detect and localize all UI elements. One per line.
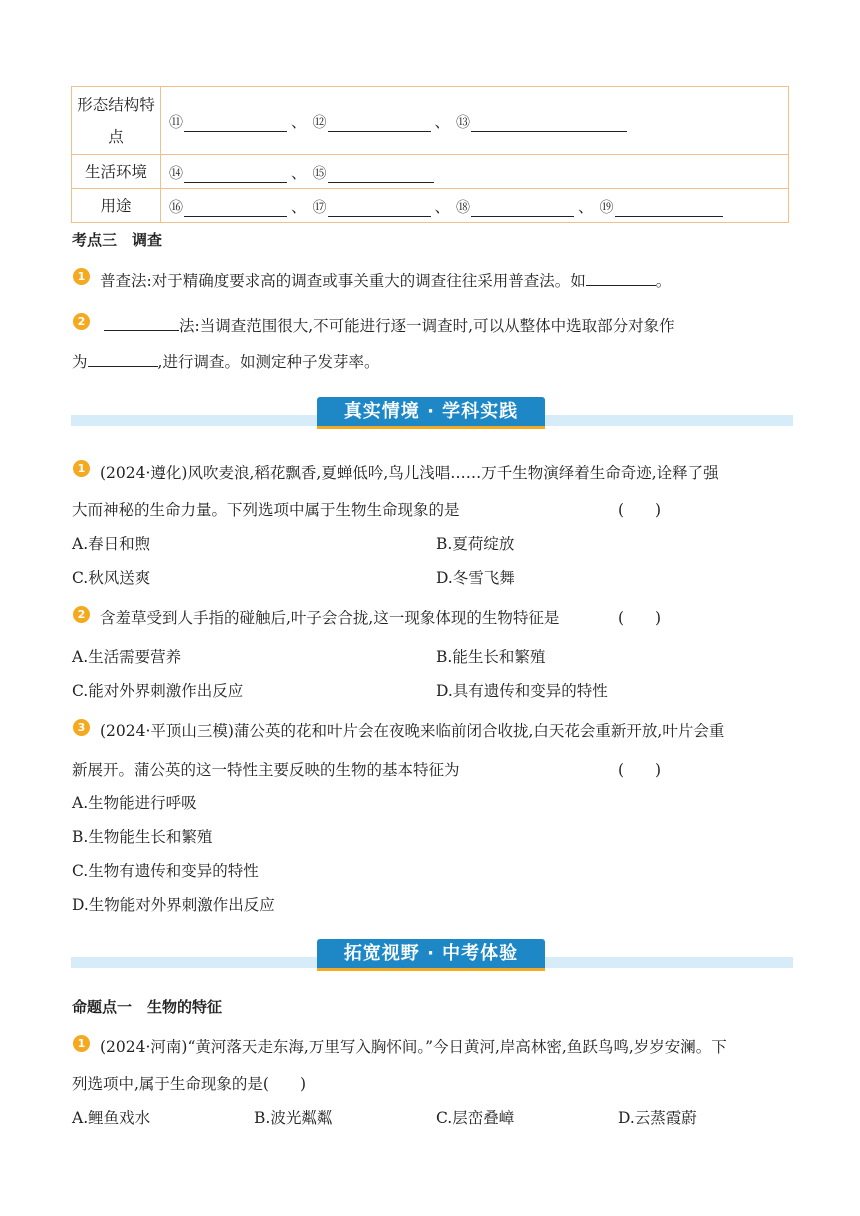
option-d[interactable]: D.冬雪飞舞 (436, 569, 515, 587)
fill-in-table (71, 86, 789, 223)
blank-line[interactable] (471, 202, 574, 217)
question-stem: 列选项中,属于生命现象的是( ) (72, 1075, 307, 1093)
row-blanks: ⑭ 、 ⑮ (161, 155, 789, 189)
question-stem: (2024·遵化)风吹麦浪,稻花飘香,夏蝉低吟,鸟儿浅唱……万千生物演绎着生命奇迹,诠释了强 (100, 464, 719, 482)
knowledge-item-continuation: 为 ,进行调查。如测定种子发芽率。 (72, 353, 380, 371)
section-heading: 命题点一 生物的特征 (72, 998, 223, 1016)
table-row (72, 155, 789, 189)
blank-line[interactable] (586, 270, 656, 286)
question-stem: 大而神秘的生命力量。下列选项中属于生物生命现象的是 (72, 501, 460, 519)
option-b[interactable]: B.生物能生长和繁殖 (72, 828, 213, 846)
option-a[interactable]: A.生活需要营养 (72, 648, 182, 666)
option-b[interactable]: B.能生长和繁殖 (436, 648, 546, 666)
option-d[interactable]: D.具有遗传和变异的特性 (436, 682, 608, 700)
table-row (72, 87, 789, 155)
row-label: 用途 (72, 189, 161, 223)
number-badge-icon: 1 (73, 268, 90, 285)
blank-line[interactable] (184, 168, 287, 183)
option-b[interactable]: B.夏荷绽放 (436, 535, 515, 553)
section-banner: 拓宽视野 · 中考体验 (317, 939, 545, 969)
question-stem: 新展开。蒲公英的这一特性主要反映的生物的基本特征为 (72, 761, 460, 779)
blank-line[interactable] (328, 202, 431, 217)
blank-line[interactable] (328, 168, 434, 183)
option-c[interactable]: C.能对外界刺激作出反应 (72, 682, 244, 700)
blank-line[interactable] (615, 202, 723, 217)
number-badge-icon: 1 (73, 460, 90, 477)
question-stem: (2024·平顶山三模)蒲公英的花和叶片会在夜晚来临前闭合收拢,白天花会重新开放,叶片会重 (100, 722, 725, 740)
row-label: 形态结构特 点 (72, 87, 161, 155)
blank-line[interactable] (328, 117, 431, 132)
number-badge-icon: 2 (73, 313, 90, 330)
answer-paren[interactable]: ( ) (618, 501, 662, 519)
blank-line[interactable] (184, 117, 287, 132)
blank-line[interactable] (471, 117, 627, 132)
answer-paren[interactable]: ( ) (618, 609, 662, 627)
blank-line[interactable] (184, 202, 287, 217)
knowledge-item: 普查法:对于精确度要求高的调查或事关重大的调查往往采用普查法。如 。 (100, 272, 672, 290)
row-blanks: ⑪ 、 ⑫ 、 ⑬ (161, 87, 789, 155)
option-c[interactable]: C.秋风送爽 (72, 569, 151, 587)
option-c[interactable]: C.生物有遗传和变异的特性 (72, 862, 259, 880)
section-banner: 真实情境 · 学科实践 (317, 397, 545, 427)
option-d[interactable]: D.生物能对外界刺激作出反应 (72, 896, 275, 914)
number-badge-icon: 2 (73, 606, 90, 623)
section-heading: 考点三 调查 (72, 231, 163, 249)
option-a[interactable]: A.春日和煦 (72, 535, 151, 553)
blank-line[interactable] (88, 351, 158, 367)
number-badge-icon: 1 (73, 1035, 90, 1052)
question-stem: (2024·河南)“黄河落天走东海,万里写入胸怀间。”今日黄河,岸高林密,鱼跃鸟鸣,岁岁安澜。下 (100, 1038, 727, 1056)
question-stem: 含羞草受到人手指的碰触后,叶子会合拢,这一现象体现的生物特征是 (100, 609, 560, 627)
row-label: 生活环境 (72, 155, 161, 189)
option-a[interactable]: A.鲤鱼戏水 (72, 1109, 151, 1127)
answer-paren[interactable]: ( ) (618, 761, 662, 779)
table-row (72, 189, 789, 223)
number-badge-icon: 3 (73, 719, 90, 736)
option-a[interactable]: A.生物能进行呼吸 (72, 794, 197, 812)
knowledge-item: 法:当调查范围很大,不可能进行逐一调查时,可以从整体中选取部分对象作 (100, 315, 675, 337)
row-blanks: ⑯ 、 ⑰ 、 ⑱ 、 ⑲ (161, 189, 789, 223)
option-b[interactable]: B.波光粼粼 (254, 1109, 333, 1127)
blank-line[interactable] (104, 315, 179, 331)
option-d[interactable]: D.云蒸霞蔚 (618, 1109, 697, 1127)
option-c[interactable]: C.层峦叠嶂 (436, 1109, 515, 1127)
